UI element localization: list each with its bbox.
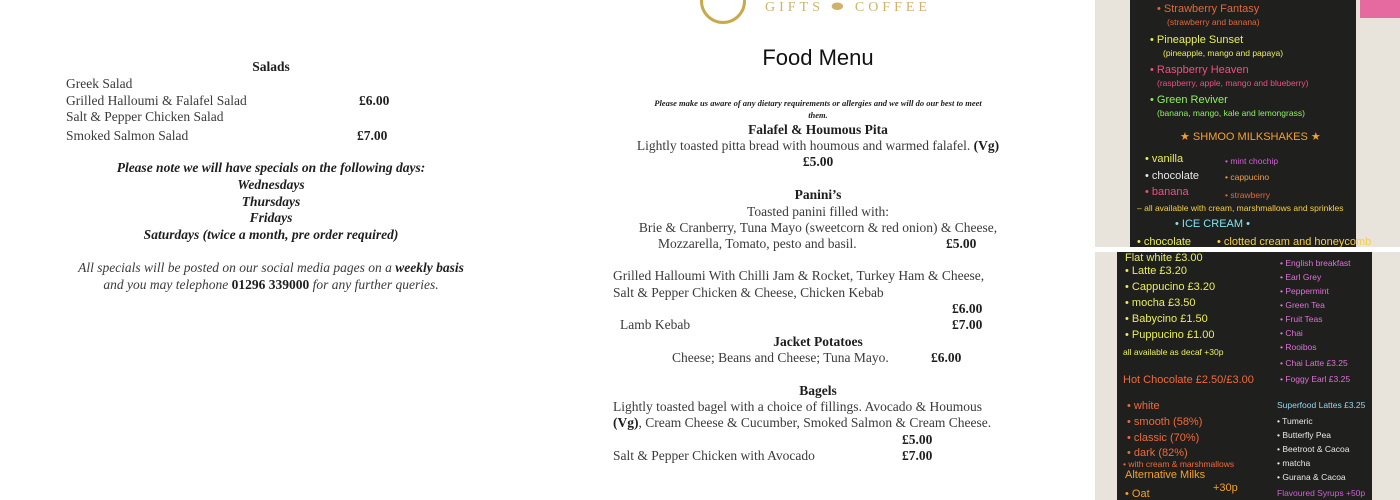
bagels-heading: Bagels bbox=[799, 383, 837, 398]
bagels-price: £7.00 bbox=[902, 448, 933, 463]
jacket-heading: Jacket Potatoes bbox=[773, 334, 863, 349]
chalkboard-item: • Cappucino £3.20 bbox=[1125, 281, 1216, 293]
jacket-desc: Cheese; Beans and Cheese; Tuna Mayo. bbox=[672, 350, 889, 365]
chalkboard-item: • English breakfast bbox=[1280, 258, 1351, 268]
chalkboard-item: +30p bbox=[1213, 482, 1238, 494]
chalkboard-item: (pineapple, mango and papaya) bbox=[1163, 48, 1284, 58]
bagels-text: , Cream Cheese & Cucumber, Smoked Salmon & Cream Cheese. bbox=[638, 415, 992, 430]
panini-heading: Panini’s bbox=[794, 187, 842, 202]
dietary-note: Please make us aware of any dietary requirements or allergies and we will do our best to meet bbox=[654, 98, 982, 108]
salad-item: Salt & Pepper Chicken Salad bbox=[66, 109, 224, 124]
chalkboard-item: • Gurana & Cacoa bbox=[1277, 472, 1346, 482]
special-day: Wednesdays bbox=[237, 177, 305, 192]
chalkboard-item: • Green Reviver bbox=[1150, 94, 1228, 106]
chalkboard-item: (strawberry and banana) bbox=[1167, 17, 1260, 27]
panini-line: Grilled Halloumi With Chilli Jam & Rocket, Turkey Ham & Cheese, bbox=[613, 268, 985, 283]
phone-text: and you may telephone bbox=[103, 277, 232, 292]
vegan-tag: (Vg) bbox=[613, 415, 639, 430]
chalkboard-item: • Latte £3.20 bbox=[1125, 265, 1187, 277]
chalkboard-item: – all available with cream, marshmallows and sprinkles bbox=[1137, 203, 1344, 213]
bagels-line: Lightly toasted bagel with a choice of fillings. Avocado & Houmous bbox=[613, 399, 983, 414]
chalkboard-item: • classic (70%) bbox=[1127, 432, 1200, 444]
social-text: All specials will be posted on our social media pages on a bbox=[78, 260, 396, 275]
chalkboard-item: • Puppucino £1.00 bbox=[1125, 329, 1215, 341]
chalkboard-item: • Rooibos bbox=[1280, 342, 1317, 352]
pink-sign bbox=[1360, 0, 1400, 18]
falafel-price: £5.00 bbox=[802, 154, 834, 169]
social-note bbox=[78, 260, 464, 276]
chalkboard-item: • smooth (58%) bbox=[1127, 416, 1203, 428]
chalkboard-item: • Oat bbox=[1125, 488, 1150, 500]
panini-line: Salt & Pepper Chicken & Cheese, Chicken Kebab bbox=[613, 285, 884, 300]
panini-price: £6.00 bbox=[952, 301, 983, 316]
phone-text: for any further queries. bbox=[309, 277, 439, 292]
falafel-desc bbox=[637, 138, 999, 154]
chalkboard-item: • matcha bbox=[1277, 458, 1311, 468]
chalkboard-item: (banana, mango, kale and lemongrass) bbox=[1157, 108, 1305, 118]
salads-heading: Salads bbox=[252, 59, 290, 74]
special-day: Thursdays bbox=[241, 194, 301, 209]
panini-line: Mozzarella, Tomato, pesto and basil. bbox=[658, 236, 857, 251]
chalkboard-item: • Chai bbox=[1280, 328, 1303, 338]
salad-item: Smoked Salmon Salad bbox=[66, 128, 189, 143]
chalkboard-item: Hot Chocolate £2.50/£3.00 bbox=[1123, 374, 1254, 386]
chalkboard-item: ★ SHMOO MILKSHAKES ★ bbox=[1180, 131, 1321, 143]
page-title: Food Menu bbox=[762, 45, 874, 70]
phone-number: 01296 339000 bbox=[231, 277, 310, 292]
chalkboard-item: • vanilla bbox=[1145, 153, 1184, 165]
bagels-line: Salt & Pepper Chicken with Avocado bbox=[613, 448, 815, 463]
chalkboard-item: • mint chochip bbox=[1225, 156, 1279, 166]
chalkboard-item: • Foggy Earl £3.25 bbox=[1280, 374, 1351, 384]
weekly-basis: weekly basis bbox=[395, 260, 464, 275]
chalkboard-item: • Tumeric bbox=[1277, 416, 1313, 426]
chalkboard-item: • Chai Latte £3.25 bbox=[1280, 358, 1348, 368]
chalkboard-item: • banana bbox=[1145, 186, 1189, 198]
salad-item: Greek Salad bbox=[66, 76, 133, 91]
specials-intro: Please note we will have specials on the following days: bbox=[116, 160, 426, 175]
falafel-text: Lightly toasted pitta bread with houmous and warmed falafel. bbox=[636, 138, 974, 153]
panini-intro: Toasted panini filled with: bbox=[747, 204, 889, 219]
chalkboard-item: • clotted cream and honeycomb bbox=[1217, 236, 1372, 247]
chalkboard-item: • Butterfly Pea bbox=[1277, 430, 1332, 440]
vegan-tag: (Vg) bbox=[973, 138, 1000, 153]
bagels-line bbox=[613, 415, 991, 431]
lamb-price: £7.00 bbox=[952, 317, 983, 332]
bagels-price: £5.00 bbox=[902, 432, 933, 447]
chalkboard-item: (raspberry, apple, mango and blueberry) bbox=[1157, 78, 1309, 88]
chalkboard-item: Flavoured Syrups +50p bbox=[1277, 488, 1366, 498]
salad-price: £6.00 bbox=[359, 93, 390, 108]
chalkboard-item: • Green Tea bbox=[1280, 300, 1325, 310]
chalkboard-item: • chocolate bbox=[1137, 236, 1191, 247]
phone-note bbox=[103, 277, 438, 293]
chalkboard-item: Alternative Milks bbox=[1125, 469, 1206, 481]
panini-line: Brie & Cranberry, Tuna Mayo (sweetcorn & red onion) & Cheese, bbox=[638, 220, 998, 235]
chalkboard-item: • cappucino bbox=[1225, 172, 1270, 182]
smoothie-board-photo bbox=[1095, 0, 1400, 247]
special-day: Saturdays (twice a month, pre order required) bbox=[143, 227, 399, 242]
chalkboard-item: • dark (82%) bbox=[1127, 447, 1188, 459]
lamb-kebab: Lamb Kebab bbox=[620, 317, 691, 332]
chalkboard-item: • with cream & marshmallows bbox=[1123, 459, 1235, 469]
chalkboard-item: • mocha £3.50 bbox=[1125, 297, 1196, 309]
chalkboard-item: • Earl Grey bbox=[1280, 272, 1322, 282]
special-day: Fridays bbox=[249, 210, 293, 225]
chalkboard-item: • Babycino £1.50 bbox=[1125, 313, 1208, 325]
panini-price: £5.00 bbox=[946, 236, 977, 251]
chalkboard-item: Superfood Lattes £3.25 bbox=[1277, 400, 1366, 410]
chalkboard-item: Flat white £3.00 bbox=[1125, 252, 1203, 264]
chalkboard-item: • Peppermint bbox=[1280, 286, 1329, 296]
chalkboard-item: • white bbox=[1127, 400, 1160, 412]
chalkboard-item: • Pineapple Sunset bbox=[1150, 34, 1244, 46]
dietary-note: them. bbox=[808, 110, 828, 120]
salad-price: £7.00 bbox=[357, 128, 388, 143]
chalkboard-item: • ICE CREAM • bbox=[1175, 218, 1250, 230]
chalkboard-item: • Raspberry Heaven bbox=[1150, 64, 1249, 76]
chalkboard-item: • Strawberry Fantasy bbox=[1157, 3, 1260, 15]
chalkboard-item: • strawberry bbox=[1225, 190, 1271, 200]
falafel-heading: Falafel & Houmous Pita bbox=[748, 122, 888, 137]
drinks-board-photo bbox=[1095, 252, 1400, 500]
chalkboard-item: • Fruit Teas bbox=[1280, 314, 1323, 324]
chalkboard-item: • Beetroot & Cacoa bbox=[1277, 444, 1350, 454]
chalkboard-item: • chocolate bbox=[1145, 170, 1199, 182]
salads-page bbox=[0, 0, 540, 500]
salad-item: Grilled Halloumi & Falafel Salad bbox=[66, 93, 247, 108]
logo-text: GIFTS ⬬ COFFEE bbox=[765, 0, 931, 15]
jacket-price: £6.00 bbox=[931, 350, 962, 365]
chalkboard-item: all available as decaf +30p bbox=[1123, 347, 1224, 357]
